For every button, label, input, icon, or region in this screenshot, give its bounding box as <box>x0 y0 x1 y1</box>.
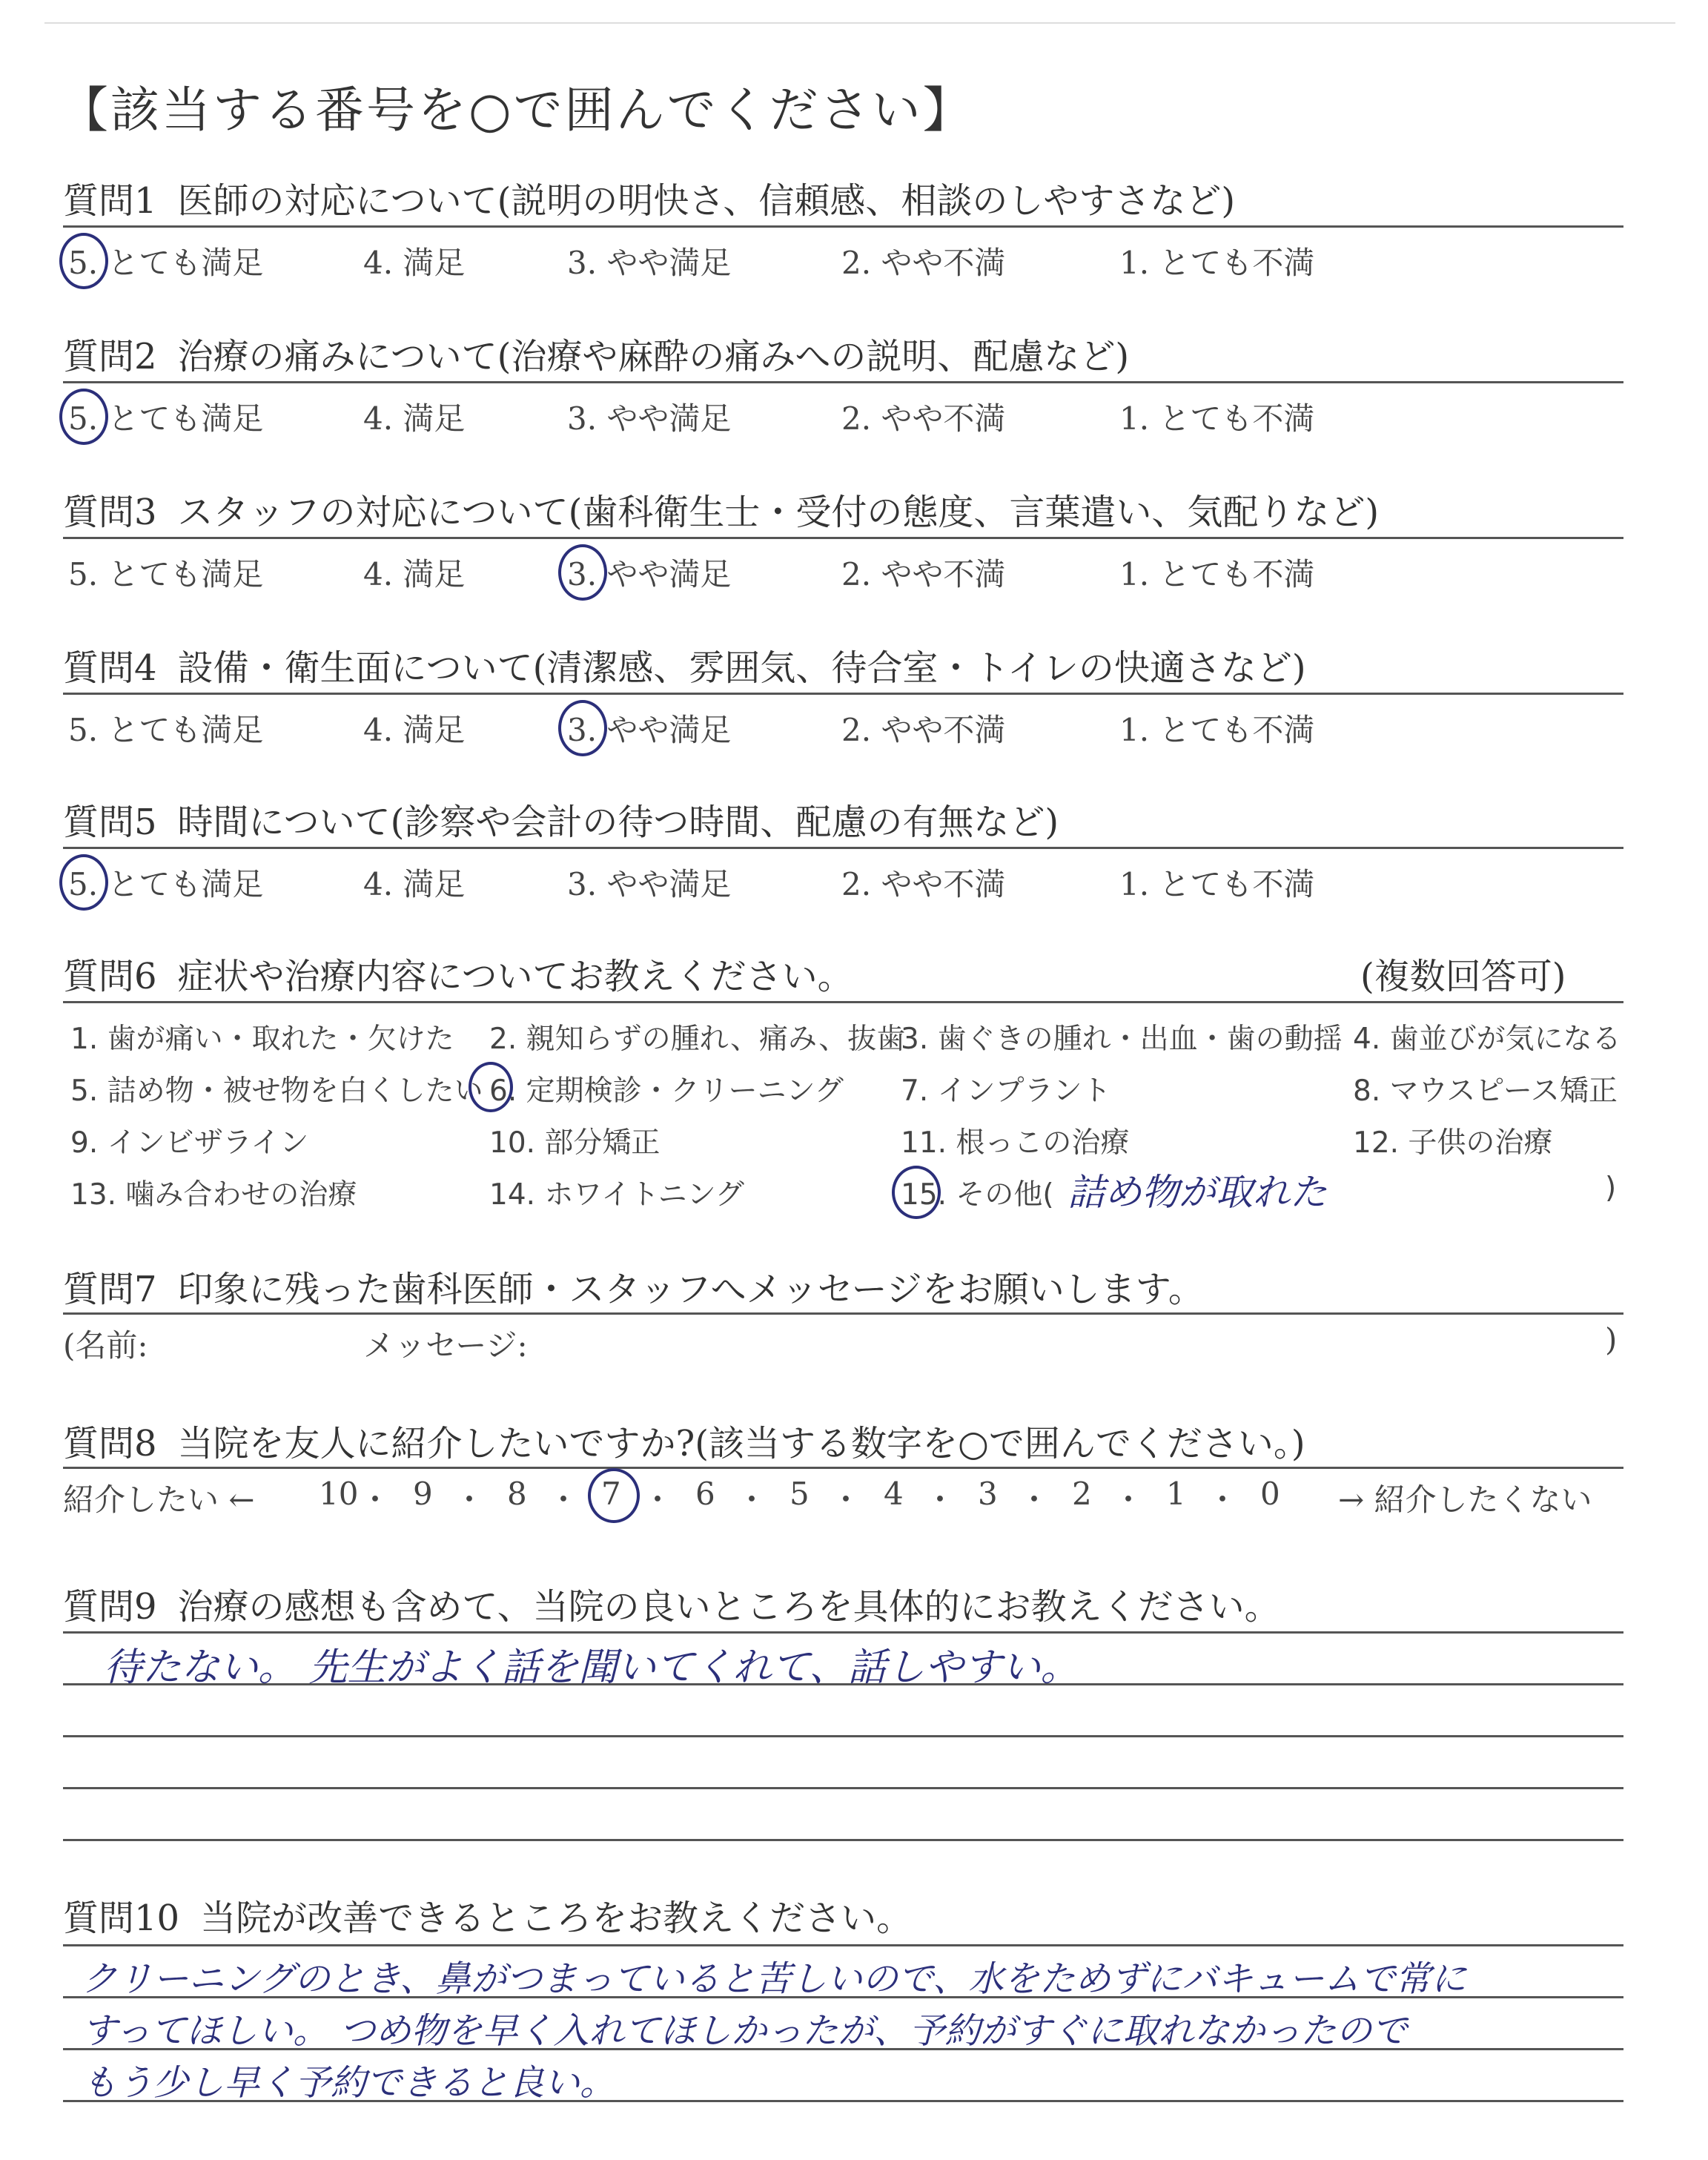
rating-option-3[interactable]: 3. やや満足 <box>567 400 732 437</box>
scale-dot: ・ <box>1019 1482 1050 1518</box>
rating-option-5[interactable]: 5. とても満足 <box>68 556 264 592</box>
name-field-label[interactable]: (名前: <box>63 1327 148 1364</box>
question-9-title <box>63 1578 1280 1629</box>
scale-dot: ・ <box>548 1482 580 1518</box>
question-number: 質問3 <box>63 492 157 533</box>
improvement-handwritten-answer[interactable]: クリーニングのとき、鼻がつまっていると苦しいので、水をためずにバキュームで常に <box>82 1958 1467 2000</box>
question-number: 質問1 <box>63 180 157 222</box>
recommend-score-1[interactable]: 1 <box>1166 1476 1186 1512</box>
recommend-score-7[interactable]: 7 <box>601 1476 621 1512</box>
question-rule <box>63 847 1623 849</box>
scale-dot: ・ <box>924 1482 956 1518</box>
question-1-title <box>63 172 1235 223</box>
answer-line <box>63 1787 1623 1789</box>
message-field-label[interactable]: メッセージ: <box>363 1327 528 1364</box>
other-close-paren: ) <box>1605 1172 1617 1205</box>
recommend-score-2[interactable]: 2 <box>1072 1476 1092 1512</box>
rating-option-1[interactable]: 1. とても不満 <box>1119 400 1315 437</box>
answer-line <box>63 1839 1623 1841</box>
rating-option-2[interactable]: 2. やや不満 <box>841 712 1006 748</box>
recommend-score-3[interactable]: 3 <box>978 1476 998 1512</box>
rating-option-4[interactable]: 4. 満足 <box>363 866 466 902</box>
rating-option-3[interactable]: 3. やや満足 <box>567 245 732 281</box>
question-text: 医師の対応について(説明の明快さ、信頼感、相談のしやすさなど) <box>177 180 1236 222</box>
symptom-option-3[interactable]: 3. 歯ぐきの腫れ・出血・歯の動揺 <box>901 1023 1343 1056</box>
question-number: 質問8 <box>63 1423 157 1464</box>
answer-circle <box>59 233 108 289</box>
answer-line <box>63 1631 1623 1634</box>
scale-dot: ・ <box>454 1482 486 1518</box>
answer-circle <box>892 1166 941 1219</box>
question-6-title <box>63 948 853 999</box>
rating-option-4[interactable]: 4. 満足 <box>363 400 466 437</box>
rating-option-1[interactable]: 1. とても不満 <box>1119 712 1315 748</box>
recommend-score-4[interactable]: 4 <box>884 1476 904 1512</box>
question-text: 当院を友人に紹介したいですか?(該当する数字を○で囲んでください。) <box>177 1423 1305 1464</box>
question-text: 当院が改善できるところをお教えください。 <box>200 1898 913 1939</box>
recommend-score-6[interactable]: 6 <box>695 1476 715 1512</box>
question-text: 印象に残った歯科医師・スタッフへメッセージをお願いします。 <box>177 1269 1204 1310</box>
question-number: 質問5 <box>63 802 157 843</box>
rating-option-2[interactable]: 2. やや不満 <box>841 245 1006 281</box>
question-rule <box>63 693 1623 695</box>
symptom-option-14[interactable]: 14. ホワイトニング <box>489 1178 744 1212</box>
rating-option-2[interactable]: 2. やや不満 <box>841 866 1006 902</box>
question-10-title <box>63 1889 912 1941</box>
recommend-score-0[interactable]: 0 <box>1260 1476 1280 1512</box>
rating-option-3[interactable]: 3. やや満足 <box>567 866 732 902</box>
question-2-title <box>63 328 1129 379</box>
symptom-option-12[interactable]: 12. 子供の治療 <box>1353 1126 1553 1160</box>
recommend-score-8[interactable]: 8 <box>507 1476 527 1512</box>
symptom-option-11[interactable]: 11. 根っこの治療 <box>901 1126 1130 1160</box>
recommend-score-10[interactable]: 10 <box>319 1476 359 1512</box>
symptom-option-1[interactable]: 1. 歯が痛い・取れた・欠けた <box>70 1023 454 1056</box>
question-8-title <box>63 1415 1305 1466</box>
rating-option-4[interactable]: 4. 満足 <box>363 245 466 281</box>
rating-option-2[interactable]: 2. やや不満 <box>841 400 1006 437</box>
recommend-right-label: → 紹介したくない <box>1338 1482 1592 1518</box>
scale-dot: ・ <box>1207 1482 1239 1518</box>
question-text: 治療の痛みについて(治療や麻酔の痛みへの説明、配慮など) <box>177 336 1130 377</box>
symptom-option-4[interactable]: 4. 歯並びが気になる <box>1353 1023 1621 1056</box>
rating-option-4[interactable]: 4. 満足 <box>363 556 466 592</box>
question-number: 質問2 <box>63 336 157 377</box>
answer-circle <box>469 1062 513 1112</box>
answer-circle <box>59 854 108 911</box>
symptom-option-6[interactable]: 6. 定期検診・クリーニング <box>489 1074 844 1108</box>
other-handwritten-answer: 詰め物が取れた <box>1068 1171 1327 1214</box>
rating-option-4[interactable]: 4. 満足 <box>363 712 466 748</box>
rating-option-1[interactable]: 1. とても不満 <box>1119 556 1315 592</box>
answer-line <box>63 1735 1623 1737</box>
question-text: 治療の感想も含めて、当院の良いところを具体的にお教えください。 <box>177 1586 1280 1628</box>
question-text: 時間について(診察や会計の待つ時間、配慮の有無など) <box>177 802 1059 843</box>
answer-circle <box>59 389 108 445</box>
symptom-option-7[interactable]: 7. インプラント <box>901 1074 1111 1108</box>
symptom-option-2[interactable]: 2. 親知らずの腫れ、痛み、抜歯 <box>489 1023 906 1056</box>
rating-option-1[interactable]: 1. とても不満 <box>1119 245 1315 281</box>
question-rule <box>63 1001 1623 1003</box>
symptom-option-9[interactable]: 9. インビザライン <box>70 1126 309 1160</box>
symptom-option-15[interactable]: 15. その他( <box>901 1178 1054 1212</box>
symptom-option-13[interactable]: 13. 噛み合わせの治療 <box>70 1178 357 1212</box>
answer-circle <box>558 544 607 601</box>
message-close-paren: ) <box>1605 1321 1618 1358</box>
answer-circle <box>558 700 607 756</box>
good-points-handwritten-answer[interactable]: 待たない。 先生がよく話を聞いてくれて、話しやすい。 <box>104 1645 1079 1690</box>
answer-line <box>63 1944 1623 1946</box>
improvement-handwritten-answer[interactable]: もう少し早く予約できると良い。 <box>82 2062 616 2104</box>
improvement-handwritten-answer[interactable]: すってほしい。 つめ物を早く入れてほしかったが、予約がすぐに取れなかったので <box>82 2010 1408 2052</box>
rating-option-5[interactable]: 5. とても満足 <box>68 400 264 437</box>
question-3-title <box>63 483 1379 535</box>
scale-dot: ・ <box>736 1482 768 1518</box>
symptom-option-8[interactable]: 8. マウスピース矯正 <box>1353 1074 1618 1108</box>
question-7-title <box>63 1261 1204 1312</box>
rating-option-3[interactable]: 3. やや満足 <box>567 556 732 592</box>
symptom-option-10[interactable]: 10. 部分矯正 <box>489 1126 661 1160</box>
page-heading: 【該当する番号を○で囲んでください】 <box>59 82 974 139</box>
scale-dot: ・ <box>360 1482 391 1518</box>
question-text: スタッフの対応について(歯科衛生士・受付の態度、言葉遣い、気配りなど) <box>177 492 1380 533</box>
rating-option-3[interactable]: 3. やや満足 <box>567 712 732 748</box>
question-5-title <box>63 793 1059 845</box>
rating-option-2[interactable]: 2. やや不満 <box>841 556 1006 592</box>
symptom-option-5[interactable]: 5. 詰め物・被せ物を白くしたい <box>70 1074 483 1108</box>
scale-dot: ・ <box>1113 1482 1145 1518</box>
question-text: 症状や治療内容についてお教えください。 <box>177 956 853 997</box>
question-number: 質問10 <box>63 1898 180 1939</box>
recommend-score-9[interactable]: 9 <box>413 1476 433 1512</box>
question-4-title <box>63 639 1306 690</box>
question-number: 質問4 <box>63 647 157 689</box>
top-edge-line <box>44 22 1675 24</box>
multi-answer-note: (複数回答可) <box>1360 956 1566 997</box>
recommend-score-5[interactable]: 5 <box>790 1476 810 1512</box>
question-rule <box>63 381 1623 383</box>
scale-dot: ・ <box>642 1482 674 1518</box>
question-number: 質問9 <box>63 1586 157 1628</box>
recommend-left-label: 紹介したい ← <box>63 1482 255 1518</box>
rating-option-5[interactable]: 5. とても満足 <box>68 245 264 281</box>
answer-circle <box>588 1468 640 1523</box>
question-rule <box>63 537 1623 539</box>
question-text: 設備・衛生面について(清潔感、雰囲気、待合室・トイレの快適さなど) <box>177 647 1306 689</box>
rating-option-5[interactable]: 5. とても満足 <box>68 712 264 748</box>
question-rule <box>63 1312 1623 1315</box>
rating-option-1[interactable]: 1. とても不満 <box>1119 866 1315 902</box>
question-rule <box>63 1467 1623 1469</box>
question-number: 質問7 <box>63 1269 157 1310</box>
rating-option-5[interactable]: 5. とても満足 <box>68 866 264 902</box>
scale-dot: ・ <box>830 1482 862 1518</box>
question-number: 質問6 <box>63 956 157 997</box>
question-rule <box>63 225 1623 228</box>
